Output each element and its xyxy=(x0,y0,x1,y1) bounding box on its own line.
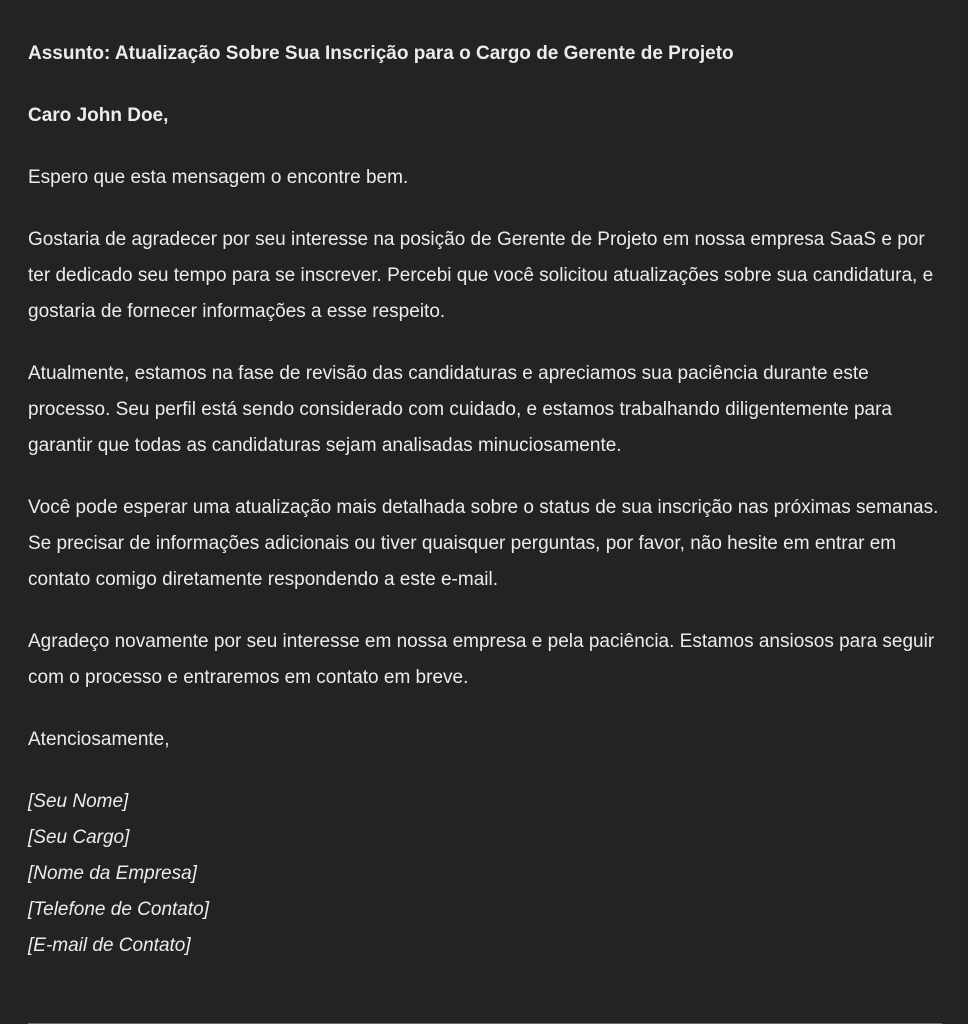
signature-block xyxy=(28,784,943,964)
paragraph-text: Agradeço novamente por seu interesse em nossa empresa e pela paciência. Estamos ansiosos para seguir com o processo e entraremos em contato em breve. xyxy=(28,631,935,688)
paragraph-text: Atualmente, estamos na fase de revisão das candidaturas e apreciamos sua paciência durante este processo. Seu perfil está sendo considerado com cuidado, e estamos trabalhando diligentemente para garantir que todas as candidaturas sejam analisadas minuciosamente. xyxy=(28,363,892,456)
email-body xyxy=(28,36,943,964)
paragraph-text: Você pode esperar uma atualização mais detalhada sobre o status de sua inscrição nas próximas semanas. Se precisar de informações adicionais ou tiver quaisquer perguntas, por favor, não hesite em entrar em contato comigo diretamente respondendo a este e-mail. xyxy=(28,497,939,590)
paragraph-1 xyxy=(28,160,943,196)
paragraph-2 xyxy=(28,222,943,330)
signature-phone: [Telefone de Contato] xyxy=(28,899,209,920)
signature-name: [Seu Nome] xyxy=(28,791,129,812)
signature-company: [Nome da Empresa] xyxy=(28,863,197,884)
paragraph-text: Gostaria de agradecer por seu interesse na posição de Gerente de Projeto em nossa empresa SaaS e por ter dedicado seu tempo para se inscrever. Percebi que você solicitou atualizações sobre sua candidatura, e gostaria de fornecer informações a esse respeito. xyxy=(28,229,934,322)
email-closing: Atenciosamente, xyxy=(28,729,170,750)
email-greeting: Caro John Doe, xyxy=(28,105,169,126)
greeting-block xyxy=(28,98,943,134)
closing-block xyxy=(28,722,943,758)
subject-block xyxy=(28,36,943,72)
signature-email: [E-mail de Contato] xyxy=(28,935,191,956)
signature-title: [Seu Cargo] xyxy=(28,827,130,848)
paragraph-4 xyxy=(28,490,943,598)
email-subject: Assunto: Atualização Sobre Sua Inscrição para o Cargo de Gerente de Projeto xyxy=(28,43,734,64)
paragraph-text: Espero que esta mensagem o encontre bem. xyxy=(28,167,409,188)
paragraph-5 xyxy=(28,624,943,696)
paragraph-3 xyxy=(28,356,943,464)
